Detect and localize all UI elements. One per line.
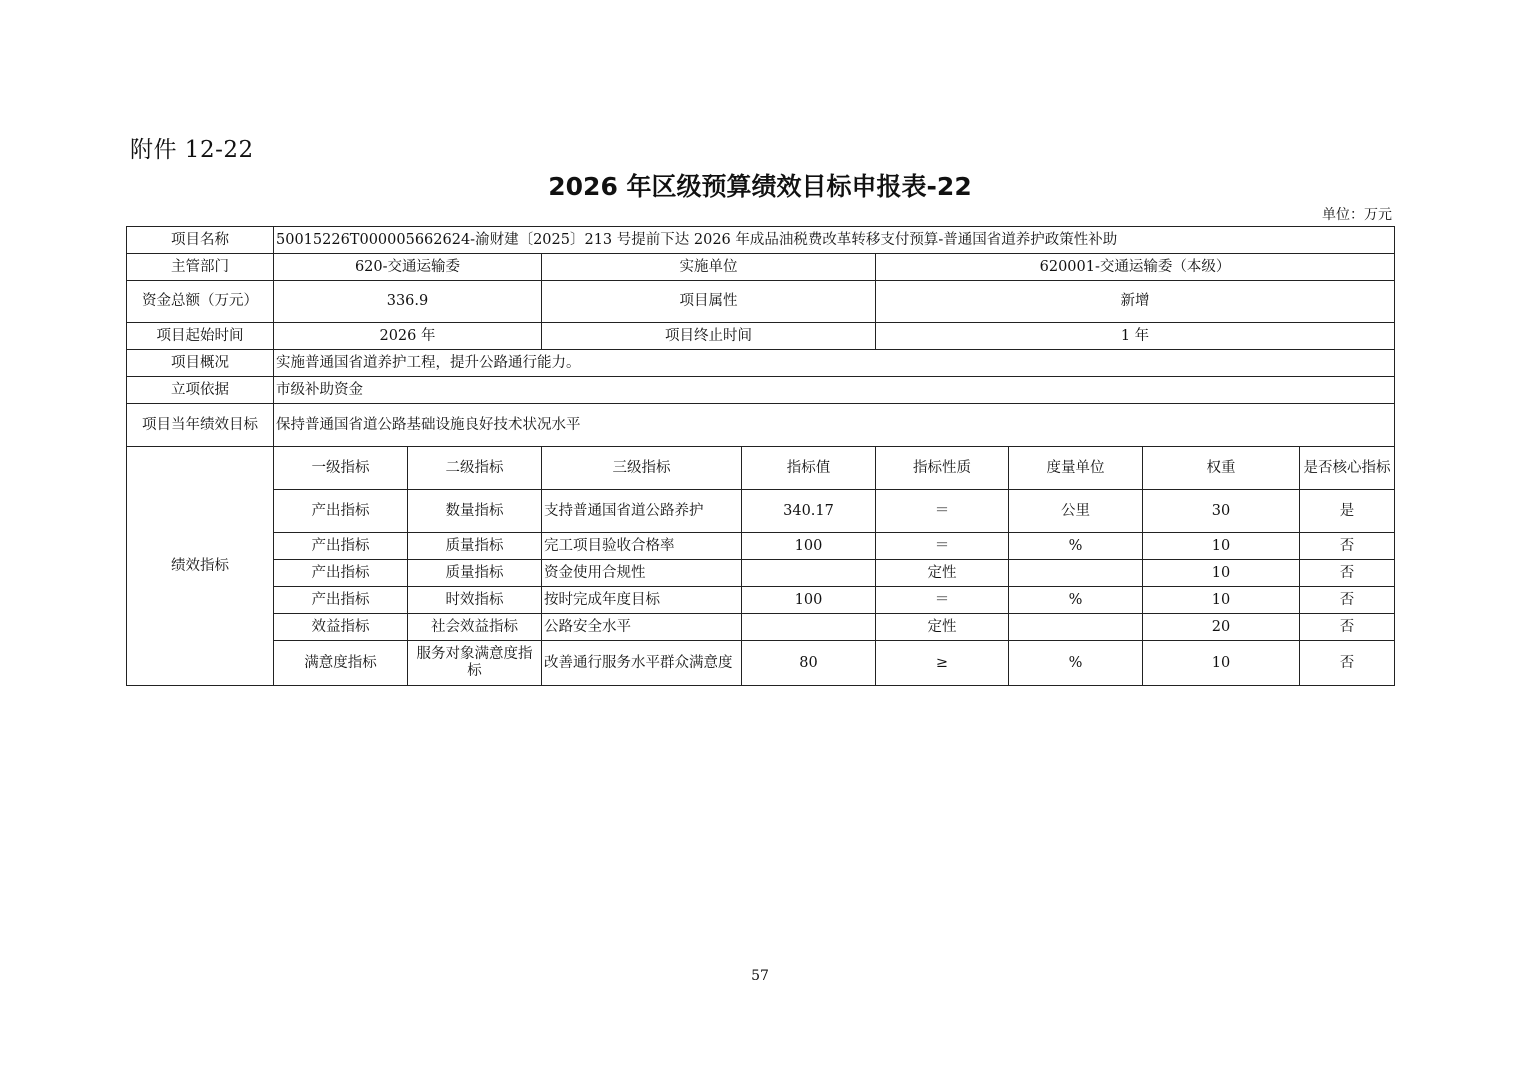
project-name-label: 项目名称 [127, 227, 274, 254]
project-attribute-value: 新增 [876, 281, 1395, 323]
indicator-row [127, 641, 1395, 686]
header-unit: 度量单位 [1009, 447, 1143, 490]
end-time-value: 1 年 [876, 323, 1395, 350]
annual-goal-value: 保持普通国省道公路基础设施良好技术状况水平 [274, 404, 1395, 447]
indicator-nature: 定性 [876, 614, 1009, 641]
indicator-core: 否 [1300, 641, 1395, 686]
indicator-core: 否 [1300, 533, 1395, 560]
indicator-unit: % [1009, 587, 1143, 614]
indicator-row [127, 614, 1395, 641]
indicator-core: 否 [1300, 560, 1395, 587]
indicator-level3: 完工项目验收合格率 [542, 533, 742, 560]
indicator-nature: ＝ [876, 490, 1009, 533]
indicator-value [742, 614, 876, 641]
indicator-level1: 产出指标 [274, 533, 408, 560]
indicator-unit: % [1009, 533, 1143, 560]
basis-value: 市级补助资金 [274, 377, 1395, 404]
header-weight: 权重 [1143, 447, 1300, 490]
indicator-row [127, 490, 1395, 533]
indicator-level2: 数量指标 [408, 490, 542, 533]
fund-total-label: 资金总额（万元） [127, 281, 274, 323]
row-department [127, 254, 1395, 281]
indicator-unit: % [1009, 641, 1143, 686]
indicator-level2: 质量指标 [408, 533, 542, 560]
indicator-weight: 10 [1143, 560, 1300, 587]
indicators-section-label: 绩效指标 [127, 447, 274, 686]
indicator-value [742, 560, 876, 587]
end-time-label: 项目终止时间 [542, 323, 876, 350]
overview-value: 实施普通国省道养护工程，提升公路通行能力。 [274, 350, 1395, 377]
indicator-weight: 10 [1143, 533, 1300, 560]
indicator-unit: 公里 [1009, 490, 1143, 533]
indicator-nature: ＝ [876, 533, 1009, 560]
department-value: 620-交通运输委 [274, 254, 542, 281]
indicator-level1: 满意度指标 [274, 641, 408, 686]
indicator-value: 100 [742, 587, 876, 614]
annual-goal-label: 项目当年绩效目标 [127, 404, 274, 447]
indicator-level3: 按时完成年度目标 [542, 587, 742, 614]
indicator-level3: 支持普通国省道公路养护 [542, 490, 742, 533]
indicator-level3: 资金使用合规性 [542, 560, 742, 587]
header-level3: 三级指标 [542, 447, 742, 490]
indicator-level3: 改善通行服务水平群众满意度 [542, 641, 742, 686]
row-fund [127, 281, 1395, 323]
row-basis [127, 377, 1395, 404]
indicator-level2: 社会效益指标 [408, 614, 542, 641]
row-project-name [127, 227, 1395, 254]
project-attribute-label: 项目属性 [542, 281, 876, 323]
row-period [127, 323, 1395, 350]
budget-performance-table [126, 226, 1395, 686]
overview-label: 项目概况 [127, 350, 274, 377]
row-overview [127, 350, 1395, 377]
implementing-unit-value: 620001-交通运输委（本级） [876, 254, 1395, 281]
header-value: 指标值 [742, 447, 876, 490]
indicator-level1: 产出指标 [274, 490, 408, 533]
indicator-level3: 公路安全水平 [542, 614, 742, 641]
indicator-row [127, 533, 1395, 560]
indicator-row [127, 560, 1395, 587]
project-name-value: 50015226T000005662624-渝财建〔2025〕213 号提前下达 2026 年成品油税费改革转移支付预算-普通国省道养护政策性补助 [274, 227, 1395, 254]
start-time-value: 2026 年 [274, 323, 542, 350]
indicator-weight: 20 [1143, 614, 1300, 641]
indicator-nature: ＝ [876, 587, 1009, 614]
indicator-core: 是 [1300, 490, 1395, 533]
header-core: 是否核心指标 [1300, 447, 1395, 490]
header-level2: 二级指标 [408, 447, 542, 490]
indicator-level1: 产出指标 [274, 587, 408, 614]
attachment-label: 附件 12-22 [130, 137, 254, 163]
basis-label: 立项依据 [127, 377, 274, 404]
indicator-unit [1009, 560, 1143, 587]
indicator-value: 340.17 [742, 490, 876, 533]
indicator-header-row [127, 447, 1395, 490]
header-level1: 一级指标 [274, 447, 408, 490]
indicator-weight: 10 [1143, 641, 1300, 686]
document-title: 2026 年区级预算绩效目标申报表-22 [548, 172, 972, 201]
page-number: 57 [751, 968, 769, 984]
department-label: 主管部门 [127, 254, 274, 281]
indicator-value: 100 [742, 533, 876, 560]
implementing-unit-label: 实施单位 [542, 254, 876, 281]
indicator-level1: 产出指标 [274, 560, 408, 587]
indicator-level2: 时效指标 [408, 587, 542, 614]
indicator-level2: 质量指标 [408, 560, 542, 587]
indicator-core: 否 [1300, 614, 1395, 641]
indicator-row [127, 587, 1395, 614]
indicator-nature: ≥ [876, 641, 1009, 686]
indicator-unit [1009, 614, 1143, 641]
indicator-level2: 服务对象满意度指标 [408, 641, 542, 686]
header-nature: 指标性质 [876, 447, 1009, 490]
indicator-level1: 效益指标 [274, 614, 408, 641]
indicator-core: 否 [1300, 587, 1395, 614]
fund-total-value: 336.9 [274, 281, 542, 323]
start-time-label: 项目起始时间 [127, 323, 274, 350]
indicator-value: 80 [742, 641, 876, 686]
indicator-weight: 10 [1143, 587, 1300, 614]
row-annual-goal [127, 404, 1395, 447]
indicator-nature: 定性 [876, 560, 1009, 587]
unit-note: 单位：万元 [1322, 207, 1392, 223]
indicator-weight: 30 [1143, 490, 1300, 533]
